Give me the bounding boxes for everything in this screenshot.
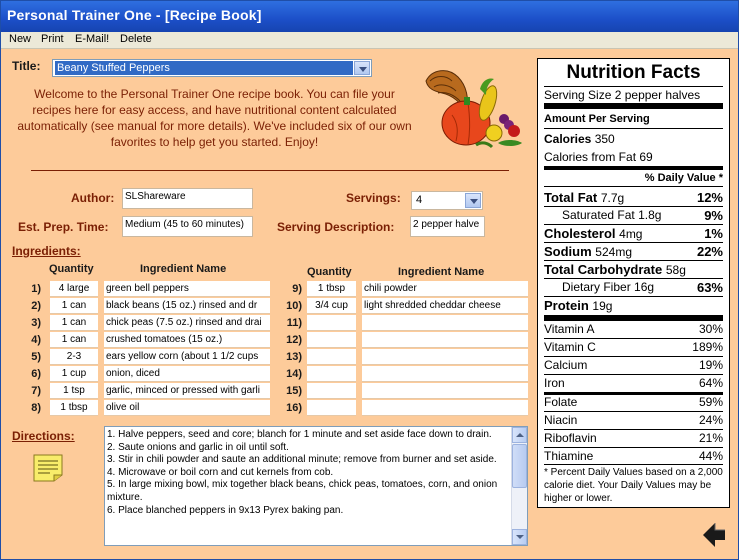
quantity-cell[interactable]: 1 can	[50, 332, 98, 348]
qty-header-right: Quantity	[307, 266, 352, 278]
ingredient-name-cell[interactable]	[362, 383, 528, 399]
saturated-fat-row: Saturated Fat 1.8g 9%	[562, 208, 723, 223]
ingredient-name-cell[interactable]: crushed tomatoes (15 oz.)	[104, 332, 270, 348]
menu-print[interactable]: Print	[41, 33, 64, 45]
direction-step: 1. Halve peppers, seed and core; blanch for 1 minute and set aside face down to drain.	[107, 429, 492, 440]
author-label: Author:	[71, 191, 115, 205]
ingredient-name-cell[interactable]: chick peas (7.5 oz.) rinsed and drai	[104, 315, 270, 331]
row-number: 4)	[31, 334, 41, 346]
ingredient-name-header-left: Ingredient Name	[140, 263, 227, 275]
quantity-cell[interactable]: 3/4 cup	[307, 298, 356, 314]
quantity-cell[interactable]	[307, 315, 356, 331]
ingredient-name-cell[interactable]: green bell peppers	[104, 281, 270, 297]
window-title: Personal Trainer One - [Recipe Book]	[7, 7, 262, 23]
vitamin-row: Riboflavin 21%	[544, 431, 723, 445]
daily-value-footnote: * Percent Daily Values based on a 2,000 calorie diet. Your Daily Values may be higher or lower.	[544, 467, 723, 504]
cholesterol-row: Cholesterol 4mg 1%	[544, 226, 723, 241]
row-number: 6)	[31, 368, 41, 380]
menu-delete[interactable]: Delete	[120, 33, 152, 45]
nutrition-title: Nutrition Facts	[566, 62, 701, 83]
ingredient-name-cell[interactable]: black beans (15 oz.) rinsed and dr	[104, 298, 270, 314]
ingredient-name-cell[interactable]	[362, 349, 528, 365]
quantity-cell[interactable]	[307, 366, 356, 382]
quantity-cell[interactable]: 1 can	[50, 315, 98, 331]
row-number: 2)	[31, 300, 41, 312]
row-number: 14)	[286, 368, 302, 380]
ingredient-name-cell[interactable]: onion, diced	[104, 366, 270, 382]
menu-bar	[1, 32, 738, 49]
vitamin-row: Niacin 24%	[544, 413, 723, 427]
serving-description-label: Serving Description:	[277, 220, 395, 234]
total-fat-row: Total Fat 7.7g 12%	[544, 190, 723, 205]
quantity-cell[interactable]: 1 tsp	[50, 383, 98, 399]
vitamin-row: Calcium 19%	[544, 358, 723, 372]
quantity-cell[interactable]	[307, 332, 356, 348]
row-number: 11)	[286, 317, 302, 329]
serving-size: Serving Size 2 pepper halves	[544, 88, 701, 102]
quantity-cell[interactable]	[307, 400, 356, 416]
row-number: 7)	[31, 385, 41, 397]
row-number: 5)	[31, 351, 41, 363]
ingredient-name-cell[interactable]: light shredded cheddar cheese	[362, 298, 528, 314]
cornucopia-image	[422, 59, 526, 153]
title-select-value: Beany Stuffed Peppers	[55, 61, 353, 75]
daily-value-header: % Daily Value *	[644, 172, 723, 184]
nutrition-facts-panel	[537, 58, 730, 508]
sodium-row: Sodium 524mg 22%	[544, 244, 723, 259]
calories-from-fat-row: Calories from Fat 69	[544, 150, 653, 164]
divider	[31, 170, 509, 171]
menu-new[interactable]: New	[9, 33, 32, 45]
title-label: Title:	[12, 59, 41, 73]
scroll-down-icon[interactable]	[512, 529, 527, 545]
directions-label: Directions:	[12, 429, 75, 443]
row-number: 16)	[286, 402, 302, 414]
ingredient-name-cell[interactable]	[362, 400, 528, 416]
amount-per-serving: Amount Per Serving	[544, 113, 650, 125]
prep-time-label: Est. Prep. Time:	[18, 220, 109, 234]
quantity-cell[interactable]: 4 large	[50, 281, 98, 297]
row-number: 10)	[286, 300, 302, 312]
chevron-down-icon[interactable]	[465, 193, 481, 208]
qty-header-left: Quantity	[49, 263, 94, 275]
quantity-cell[interactable]: 1 tbsp	[307, 281, 356, 297]
row-number: 13)	[286, 351, 302, 363]
ingredient-name-cell[interactable]	[362, 315, 528, 331]
servings-select[interactable]	[411, 191, 483, 210]
quantity-cell[interactable]: 1 can	[50, 298, 98, 314]
vitamin-row: Vitamin C 189%	[544, 340, 723, 354]
direction-step: 3. Stir in chili powder and saute an additional minute; remove from burner and set aside.	[107, 454, 497, 466]
ingredient-name-cell[interactable]: ears yellow corn (about 1 1/2 cups	[104, 349, 270, 365]
dietary-fiber-row: Dietary Fiber 16g 63%	[562, 280, 723, 295]
quantity-cell[interactable]: 1 tbsp	[50, 400, 98, 416]
title-select[interactable]	[52, 59, 372, 77]
vitamin-row: Folate 59%	[544, 395, 723, 409]
ingredient-name-cell[interactable]: chili powder	[362, 281, 528, 297]
direction-step: 5. In large mixing bowl, mix together black beans, chick peas, tomatoes, corn, and onion mixture.	[107, 479, 498, 503]
direction-step: 6. Place blanched peppers in 9x13 Pyrex baking pan.	[107, 504, 344, 516]
row-number: 8)	[31, 402, 41, 414]
calories-row: Calories 350	[544, 132, 615, 146]
author-field[interactable]: SLShareware	[122, 188, 253, 209]
quantity-cell[interactable]	[307, 383, 356, 399]
prep-time-field[interactable]: Medium (45 to 60 minutes)	[122, 216, 253, 237]
ingredient-name-cell[interactable]	[362, 366, 528, 382]
row-number: 3)	[31, 317, 41, 329]
directions-scrollbar[interactable]	[511, 427, 527, 545]
directions-textarea[interactable]	[104, 426, 528, 546]
quantity-cell[interactable]: 2-3	[50, 349, 98, 365]
scroll-up-icon[interactable]	[512, 427, 527, 443]
menu-email[interactable]: E-Mail!	[75, 33, 110, 45]
direction-step: 4. Microwave or boil corn and cut kernels from cob.	[107, 466, 334, 478]
ingredient-name-cell[interactable]: garlic, minced or pressed with garli	[104, 383, 270, 399]
quantity-cell[interactable]	[307, 349, 356, 365]
protein-row: Protein 19g	[544, 298, 613, 313]
servings-value: 4	[416, 194, 423, 206]
vitamin-row: Thiamine 44%	[544, 449, 723, 463]
chevron-down-icon[interactable]	[354, 61, 370, 75]
welcome-text: Welcome to the Personal Trainer One recipe book. You can file your recipes here for easy access, and have nutritional content calculated automatically (see manual for more details). We've included six of our own favorites to help get you started. Enjoy!	[17, 87, 412, 149]
ingredients-heading: Ingredients:	[12, 244, 81, 258]
ingredient-name-cell[interactable]: olive oil	[104, 400, 270, 416]
serving-description-field[interactable]: 2 pepper halve	[410, 216, 485, 237]
directions-text	[107, 429, 511, 517]
quantity-cell[interactable]: 1 cup	[50, 366, 98, 382]
servings-label: Servings:	[346, 191, 401, 205]
row-number: 9)	[292, 283, 302, 295]
scroll-thumb[interactable]	[512, 444, 527, 488]
carbohydrate-row: Total Carbohydrate 58g	[544, 262, 686, 277]
back-arrow-icon[interactable]	[701, 519, 727, 549]
row-number: 12)	[286, 334, 302, 346]
ingredient-name-header-right: Ingredient Name	[398, 266, 485, 278]
row-number: 15)	[286, 385, 302, 397]
notepad-icon[interactable]	[32, 453, 64, 483]
vitamin-row: Iron 64%	[544, 376, 723, 390]
title-bar[interactable]	[1, 1, 738, 32]
row-number: 1)	[31, 283, 41, 295]
ingredient-name-cell[interactable]	[362, 332, 528, 348]
direction-step: 2. Saute onions and garlic in oil until soft.	[107, 441, 289, 453]
vitamin-row: Vitamin A 30%	[544, 322, 723, 336]
